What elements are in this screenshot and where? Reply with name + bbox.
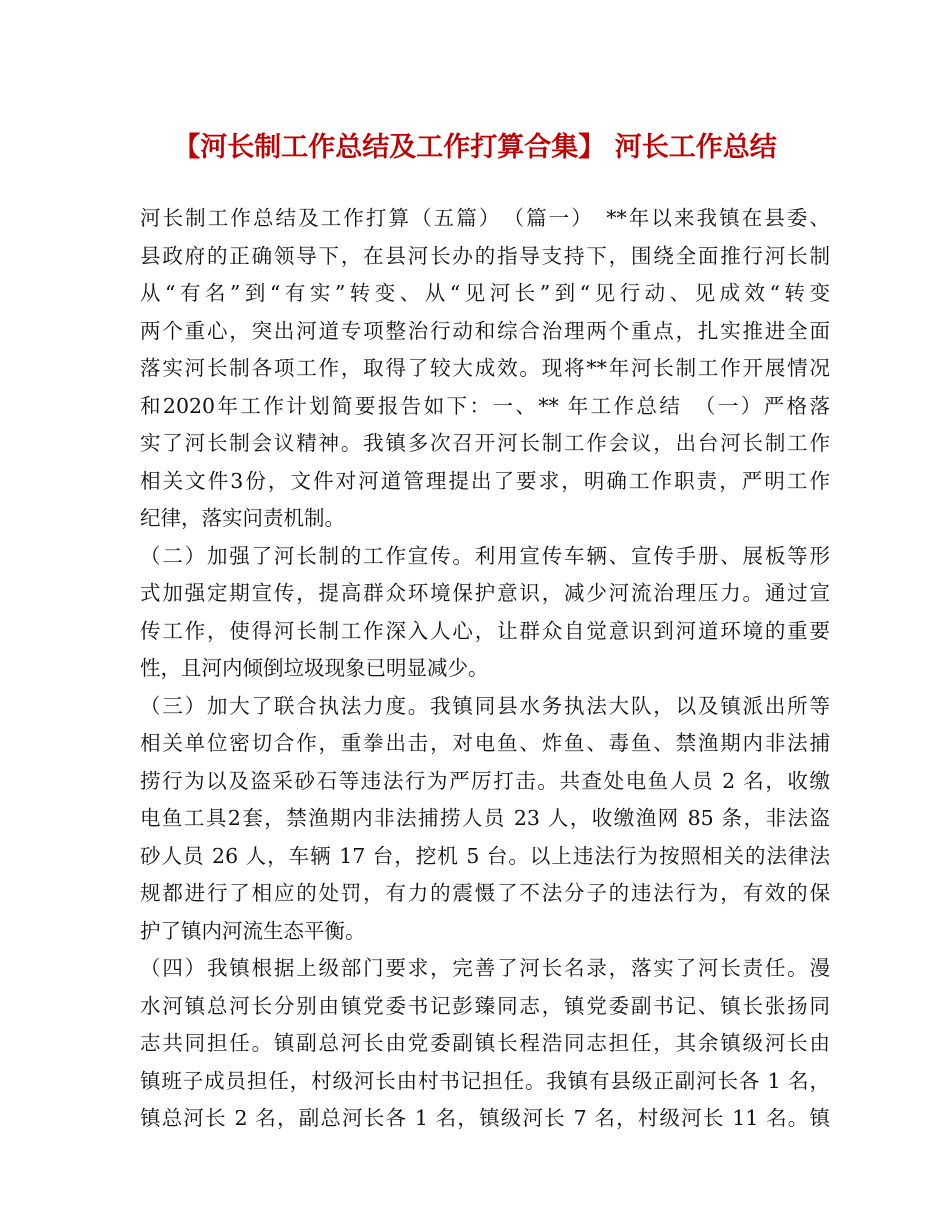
text-line: 纪律，落实问责机制。 [140, 506, 345, 530]
text-line: （三）加大了联合执法力度。我镇同县水务执法大队，以及镇派出所等 [140, 693, 830, 718]
document-body [140, 200, 830, 1138]
document-title: 【河长制工作总结及工作打算合集】 河长工作总结 [173, 132, 777, 163]
text-line: 和2020年工作计划简要报告如下：一、** 年工作总结 （一）严格落 [140, 393, 830, 418]
text-line: （四）我镇根据上级部门要求，完善了河长名录，落实了河长责任。漫 [140, 956, 830, 980]
text-line: 相关文件3份，文件对河道管理提出了要求，明确工作职责，严明工作 [140, 468, 830, 493]
text-line: 两个重心，突出河道专项整治行动和综合治理两个重点，扎实推进全面 [140, 318, 830, 343]
text-line: 护了镇内河流生态平衡。 [140, 918, 366, 943]
text-line: 落实河长制各项工作，取得了较大成效。现将**年河长制工作开展情况 [140, 356, 830, 380]
text-line: 电鱼工具2套，禁渔期内非法捕捞人员 23 人，收缴渔网 85 条，非法盗 [140, 806, 830, 830]
text-line: 规都进行了相应的处罚，有力的震慑了不法分子的违法行为，有效的保 [140, 881, 830, 905]
text-line: （二）加强了河长制的工作宣传。利用宣传车辆、宣传手册、展板等形 [140, 543, 830, 568]
text-line: 传工作，使得河长制工作深入人心，让群众自觉意识到河道环境的重要 [140, 618, 830, 643]
text-line: 砂人员 26 人，车辆 17 台，挖机 5 台。以上违法行为按照相关的法律法 [140, 843, 830, 868]
text-line: 水河镇总河长分别由镇党委书记彭臻同志，镇党委副书记、镇长张扬同 [140, 993, 830, 1018]
text-line: 镇班子成员担任，村级河长由村书记担任。我镇有县级正副河长各 1 名， [140, 1068, 830, 1093]
text-line: 志共同担任。镇副总河长由党委副镇长程浩同志担任，其余镇级河长由 [140, 1031, 830, 1055]
text-line: 式加强定期宣传，提高群众环境保护意识，减少河流治理压力。通过宣 [140, 581, 830, 605]
text-line: 捞行为以及盗采砂石等违法行为严厉打击。共查处电鱼人员 2 名，收缴 [140, 768, 830, 793]
text-line: 河长制工作总结及工作打算（五篇） （篇一） **年以来我镇在县委、 [140, 206, 830, 230]
text-line: 相关单位密切合作，重拳出击，对电鱼、炸鱼、毒鱼、禁渔期内非法捕 [140, 731, 830, 755]
text-line: 实了河长制会议精神。我镇多次召开河长制工作会议，出台河长制工作 [140, 431, 830, 455]
text-line: 镇总河长 2 名，副总河长各 1 名，镇级河长 7 名，村级河长 11 名。镇 [140, 1106, 830, 1130]
text-line: 性，且河内倾倒垃圾现象已明显减少。 [140, 656, 489, 680]
text-line: 县政府的正确领导下，在县河长办的指导支持下，围绕全面推行河长制 [140, 243, 830, 268]
text-line: 从“有名”到“有实”转变、从“见河长”到“见行动、见成效“转变 [140, 281, 830, 305]
